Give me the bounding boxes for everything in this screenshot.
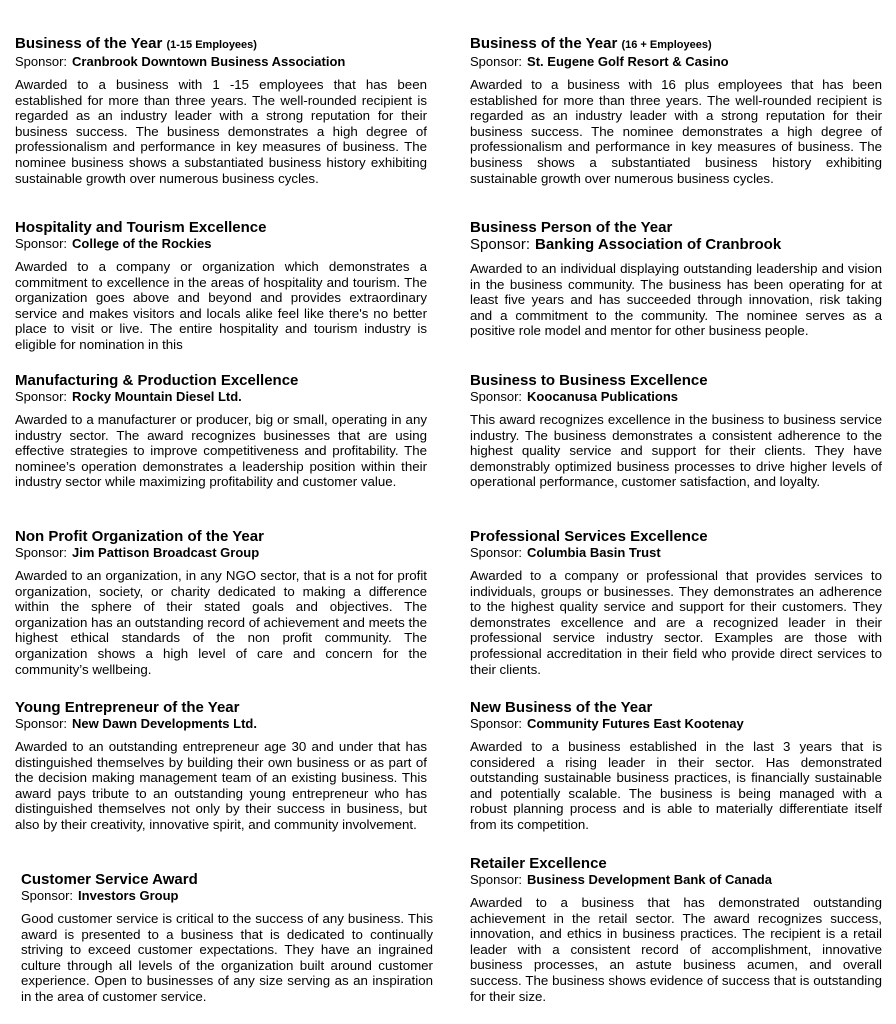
award-description: This award recognizes excellence in the business to business service industry. The business demonstrates a consistent adherence to the highest quality service and support for their clients. They have demonstrably optimized business processes to drive higher levels of operational performance, customer satisfaction, and loyalty. — [470, 412, 882, 490]
award-new-business — [470, 699, 882, 833]
award-description: Awarded to a business with 16 plus employees that has been established for more than three years. The well-rounded recipient is regarded as an industry leader with a strong reputation for their business success. The nominee demonstrates a high degree of professionalism and performance in key measures of business. The business shows a substantiated business history exhibiting sustainable growth over numerous business cycles. — [470, 77, 882, 186]
award-title: Young Entrepreneur of the Year — [15, 699, 240, 716]
award-title: Business to Business Excellence — [470, 372, 708, 389]
award-sponsor: Sponsor: Jim Pattison Broadcast Group — [15, 545, 260, 560]
award-title: Business of the Year (1-15 Employees) — [15, 35, 257, 52]
employee-size-note: (16 + Employees) — [621, 39, 712, 51]
award-description: Awarded to a company or organization which demonstrates a commitment to excellence in the areas of hospitality and tourism. The organization goes above and beyond and provides extraordinary service and makes visitors and locals alike feel like there's no better place to visit or live. The entire hospitality and tourism industry is eligible for nomination in this — [15, 259, 427, 352]
award-business-person — [470, 219, 882, 339]
award-sponsor: Sponsor: Banking Association of Cranbrook — [470, 236, 782, 253]
sponsor-name: Columbia Basin Trust — [527, 545, 661, 560]
award-sponsor: Sponsor: New Dawn Developments Ltd. — [15, 716, 257, 731]
award-title: Manufacturing & Production Excellence — [15, 372, 299, 389]
award-title: Non Profit Organization of the Year — [15, 528, 264, 545]
award-business-of-year-small — [15, 35, 427, 186]
sponsor-name: New Dawn Developments Ltd. — [72, 716, 257, 731]
award-retailer — [470, 855, 882, 1004]
award-title: New Business of the Year — [470, 699, 653, 716]
award-sponsor: Sponsor: St. Eugene Golf Resort & Casino — [470, 54, 729, 69]
award-description: Awarded to a company or professional that provides services to individuals, groups or businesses. They demonstrates an adherence to the highest quality service and support for their customers. They demonstrates excellence and are a recognized leader in their professional service industry sector. Examples are those with professional accreditation in their field who provide direct services to their clients. — [470, 568, 882, 677]
employee-size-note: (1-15 Employees) — [166, 39, 257, 51]
award-sponsor: Sponsor: Business Development Bank of Canada — [470, 872, 772, 887]
sponsor-name: Banking Association of Cranbrook — [535, 236, 782, 253]
sponsor-name: Jim Pattison Broadcast Group — [72, 545, 260, 560]
award-sponsor: Sponsor: Rocky Mountain Diesel Ltd. — [15, 389, 242, 404]
sponsor-name: Investors Group — [78, 888, 179, 903]
award-description: Awarded to an outstanding entrepreneur age 30 and under that has distinguished themselves by building their own business or as part of the decision making management team of an existing business. This award pays tribute to an outstanding young entrepreneur who has distinguished themselves not only by their success in business, but also by their creativity, innovative spirit, and community involvement. — [15, 739, 427, 832]
award-description: Awarded to a manufacturer or producer, big or small, operating in any industry sector. The award recognizes businesses that are using effective strategies to improve competitiveness and profitability. The nominee’s operation demonstrates a leadership position within their industry sector while maximizing profitability and customer value. — [15, 412, 427, 490]
award-title: Business of the Year (16 + Employees) — [470, 35, 712, 52]
award-business-to-business — [470, 372, 882, 490]
award-business-of-year-large — [470, 35, 882, 186]
award-description: Awarded to a business established in the last 3 years that is considered a rising leader in their sector. Has demonstrated outstanding sustainable business practices, is financially sustainable and potentially scalable. The business is being managed with a robust planning process and is able to materially differentiate itself from its competition. — [470, 739, 882, 832]
award-description: Awarded to a business with 1 -15 employees that has been established for more than three years. The well-rounded recipient is regarded as an industry leader with a strong reputation for their business success. The business demonstrates a high degree of professionalism and performance in key measures of business. The nominee business shows a substantiated business history exhibiting sustainable growth over numerous business cycles. — [15, 77, 427, 186]
sponsor-name: College of the Rockies — [72, 236, 212, 251]
sponsor-name: Koocanusa Publications — [527, 389, 679, 404]
sponsor-name: Rocky Mountain Diesel Ltd. — [72, 389, 242, 404]
award-customer-service — [21, 871, 433, 1005]
award-manufacturing-production — [15, 372, 427, 490]
sponsor-name: Business Development Bank of Canada — [527, 872, 772, 887]
sponsor-name: Cranbrook Downtown Business Association — [72, 54, 346, 69]
award-non-profit — [15, 528, 427, 677]
sponsor-name: St. Eugene Golf Resort & Casino — [527, 54, 729, 69]
award-title: Business Person of the Year — [470, 219, 673, 236]
award-sponsor: Sponsor: Investors Group — [21, 888, 179, 903]
award-title: Hospitality and Tourism Excellence — [15, 219, 267, 236]
award-sponsor: Sponsor: College of the Rockies — [15, 236, 212, 251]
award-title: Customer Service Award — [21, 871, 198, 888]
award-description: Good customer service is critical to the success of any business. This award is presented to a business that is dedicated to continually striving to exceed customer expectations. They have an ingrained culture through all levels of the organization built around customer experience. Open to businesses of any size serving as an inspiration in the area of customer service. — [21, 911, 433, 1004]
award-description: Awarded to an individual displaying outstanding leadership and vision in the business community. The business has been operating for at least five years and has succeeded through innovation, risk taking and a commitment to the community. The nominee serves as a positive role model and mentor for other business people. — [470, 261, 882, 339]
award-title: Retailer Excellence — [470, 855, 607, 872]
award-hospitality-tourism — [15, 219, 427, 353]
award-description: Awarded to an organization, in any NGO sector, that is a not for profit organization, society, or charity dedicated to making a difference within the sphere of their stated goals and objectives. The organization has an outstanding record of achievement and meets the highest ethical standards of the non profit community. The organization shows a high level of care and concern for the community’s wellbeing. — [15, 568, 427, 677]
award-sponsor: Sponsor: Koocanusa Publications — [470, 389, 679, 404]
award-young-entrepreneur — [15, 699, 427, 833]
award-sponsor: Sponsor: Columbia Basin Trust — [470, 545, 661, 560]
award-title: Professional Services Excellence — [470, 528, 708, 545]
award-sponsor: Sponsor: Community Futures East Kootenay — [470, 716, 744, 731]
award-professional-services — [470, 528, 882, 677]
award-sponsor: Sponsor: Cranbrook Downtown Business Association — [15, 54, 346, 69]
award-description: Awarded to a business that has demonstrated outstanding achievement in the retail sector. The award recognizes success, innovation, and ethics in business practices. The recipient is a retail leader with a consistent record of accomplishment, innovative business processes, an astute business acumen, and overall success. The business shows evidence of success that is outstanding for their size. — [470, 895, 882, 1004]
sponsor-name: Community Futures East Kootenay — [527, 716, 744, 731]
